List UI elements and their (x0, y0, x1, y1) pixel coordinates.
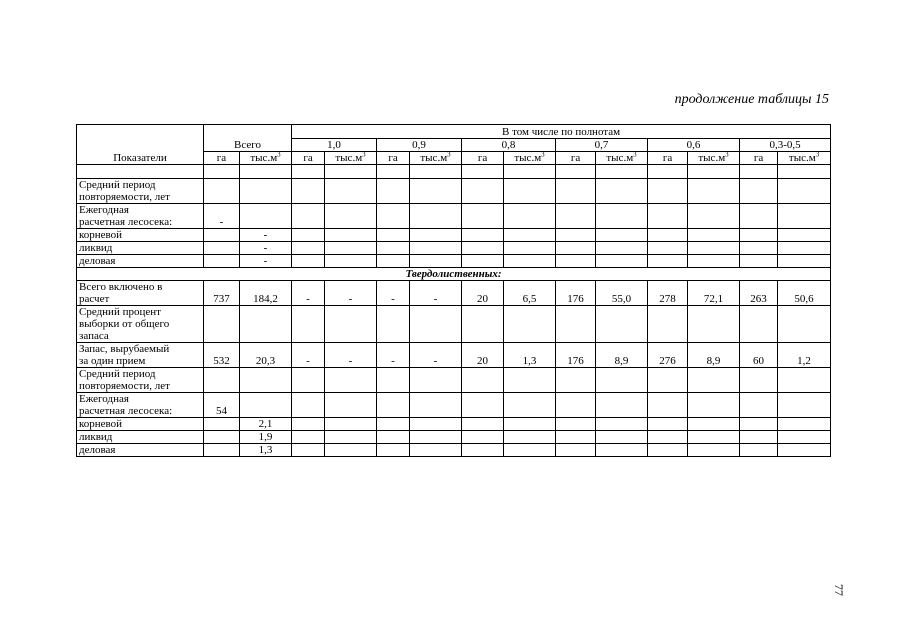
table-cell (688, 255, 740, 268)
table-caption: продолжение таблицы 15 (674, 92, 829, 107)
row-label: Запас, вырубаемый за один прием (77, 343, 204, 368)
table-cell (325, 444, 377, 457)
table-cell: - (325, 343, 377, 368)
table-cell (688, 229, 740, 242)
table-cell (377, 444, 410, 457)
row-label: Всего включено в расчет (77, 281, 204, 306)
table-cell (204, 368, 240, 393)
table-cell: 184,2 (240, 281, 292, 306)
table-cell: 20,3 (240, 343, 292, 368)
table-cell (504, 431, 556, 444)
table-cell (462, 306, 504, 343)
row-label: Ежегодная расчетная лесосека: (77, 393, 204, 418)
table-cell (688, 444, 740, 457)
table-cell: 737 (204, 281, 240, 306)
table-cell (240, 306, 292, 343)
table-cell: - (377, 281, 410, 306)
table-cell (648, 393, 688, 418)
data-table (76, 124, 831, 457)
table-cell (462, 431, 504, 444)
table-cell (648, 431, 688, 444)
table-cell: - (292, 343, 325, 368)
table-cell (325, 393, 377, 418)
table-cell (377, 368, 410, 393)
table-cell (292, 179, 325, 204)
header-unit-ha: га (648, 152, 688, 165)
table-cell (556, 368, 596, 393)
table-cell: 278 (648, 281, 688, 306)
header-unit-ha: га (377, 152, 410, 165)
table-cell: 60 (740, 343, 778, 368)
table-cell (292, 306, 325, 343)
table-row (77, 393, 831, 418)
table-cell (596, 431, 648, 444)
table-cell (204, 229, 240, 242)
table-cell (778, 393, 831, 418)
table-cell (648, 306, 688, 343)
header-unit-ha: га (204, 152, 240, 165)
header-unit-ha: га (740, 152, 778, 165)
table-cell (410, 204, 462, 229)
header-unit-volume: $тыс.м^3$ (688, 152, 740, 165)
table-row (77, 431, 831, 444)
table-cell (377, 204, 410, 229)
header-unit-ha: га (556, 152, 596, 165)
table-cell: 1,9 (240, 431, 292, 444)
table-cell (688, 179, 740, 204)
header-unit-ha: га (462, 152, 504, 165)
table-cell (778, 431, 831, 444)
table-cell (325, 204, 377, 229)
table-cell (596, 179, 648, 204)
table-cell (377, 229, 410, 242)
table-row (77, 343, 831, 368)
table-cell (740, 368, 778, 393)
table-cell (556, 418, 596, 431)
table-cell (504, 393, 556, 418)
table-cell (292, 229, 325, 242)
table-cell (410, 229, 462, 242)
table-cell (410, 242, 462, 255)
table-cell (504, 306, 556, 343)
table-cell (778, 204, 831, 229)
table-cell (462, 368, 504, 393)
row-label: деловая (77, 255, 204, 268)
table-cell (410, 393, 462, 418)
table-cell (462, 255, 504, 268)
header-including: В том числе по полнотам (292, 125, 831, 139)
header-total: Всего (204, 125, 292, 152)
table-cell (740, 242, 778, 255)
table-cell: - (377, 343, 410, 368)
table-cell (292, 431, 325, 444)
table-cell (688, 306, 740, 343)
table-cell (462, 242, 504, 255)
row-label: деловая (77, 444, 204, 457)
table-cell (778, 229, 831, 242)
table-cell: 532 (204, 343, 240, 368)
header-unit-volume: $тыс.м^3$ (240, 152, 292, 165)
table-cell (778, 418, 831, 431)
table-cell: 54 (204, 393, 240, 418)
table-cell (596, 242, 648, 255)
table-cell (240, 204, 292, 229)
table-cell (504, 418, 556, 431)
table-cell (410, 179, 462, 204)
table-cell (292, 393, 325, 418)
table-cell: 176 (556, 281, 596, 306)
table-cell (504, 368, 556, 393)
table-cell: 276 (648, 343, 688, 368)
table-cell (556, 229, 596, 242)
table-cell (648, 444, 688, 457)
table-cell (556, 444, 596, 457)
table-row (77, 368, 831, 393)
table-cell (556, 431, 596, 444)
table-row (77, 229, 831, 242)
row-label: корневой (77, 418, 204, 431)
table-cell (778, 368, 831, 393)
section-row (77, 268, 831, 281)
table-cell: 20 (462, 343, 504, 368)
table-cell (596, 229, 648, 242)
table-cell (292, 255, 325, 268)
table-cell (204, 179, 240, 204)
table-cell (377, 255, 410, 268)
table-cell (648, 179, 688, 204)
table-cell (688, 204, 740, 229)
table-row (77, 444, 831, 457)
header-density: 0,6 (648, 139, 740, 152)
table-cell (596, 255, 648, 268)
header-unit-volume: $тыс.м^3$ (504, 152, 556, 165)
table-cell (325, 431, 377, 444)
table-cell (596, 444, 648, 457)
table-cell: 6,5 (504, 281, 556, 306)
table-cell (292, 418, 325, 431)
table-cell (740, 393, 778, 418)
table-cell (688, 368, 740, 393)
table-cell (688, 418, 740, 431)
table-cell (325, 229, 377, 242)
table-cell (648, 204, 688, 229)
table-cell: - (410, 343, 462, 368)
table-cell (740, 444, 778, 457)
table-cell (596, 393, 648, 418)
table-cell (292, 368, 325, 393)
table-cell: 8,9 (596, 343, 648, 368)
table-cell (688, 393, 740, 418)
table-cell: 8,9 (688, 343, 740, 368)
table-cell (556, 242, 596, 255)
header-density: 0,7 (556, 139, 648, 152)
header-unit-volume: $тыс.м^3$ (778, 152, 831, 165)
table-cell (596, 306, 648, 343)
table-cell: 1,3 (504, 343, 556, 368)
table-cell: 55,0 (596, 281, 648, 306)
table-cell (504, 444, 556, 457)
table-cell (377, 393, 410, 418)
table-cell (462, 444, 504, 457)
table-cell (648, 368, 688, 393)
table-cell (204, 431, 240, 444)
header-density: 1,0 (292, 139, 377, 152)
table-cell (377, 242, 410, 255)
table-cell (740, 179, 778, 204)
row-label: Ежегодная расчетная лесосека: (77, 204, 204, 229)
table-cell (504, 255, 556, 268)
table-cell: - (410, 281, 462, 306)
table-cell (740, 229, 778, 242)
header-density: 0,3-0,5 (740, 139, 831, 152)
table-row (77, 306, 831, 343)
table-cell (462, 179, 504, 204)
header-unit-volume: $тыс.м^3$ (596, 152, 648, 165)
table-cell (377, 179, 410, 204)
row-label: Средний период повторяемости, лет (77, 368, 204, 393)
table-cell (740, 431, 778, 444)
table-cell (292, 242, 325, 255)
table-cell (462, 229, 504, 242)
table-cell: - (204, 204, 240, 229)
table-cell: - (240, 255, 292, 268)
table-cell (240, 393, 292, 418)
table-cell (204, 444, 240, 457)
table-cell (596, 418, 648, 431)
table-cell (410, 431, 462, 444)
table-row (77, 281, 831, 306)
table-cell (325, 242, 377, 255)
table-cell: 20 (462, 281, 504, 306)
header-indicators: Показатели (77, 125, 204, 165)
table-cell (240, 179, 292, 204)
table-cell: - (292, 281, 325, 306)
table-cell (556, 179, 596, 204)
table-cell (204, 242, 240, 255)
table-row (77, 242, 831, 255)
spacer-row (77, 165, 831, 179)
table-cell (778, 306, 831, 343)
table-cell (778, 255, 831, 268)
table-cell (688, 431, 740, 444)
table-cell (377, 418, 410, 431)
table-cell (556, 255, 596, 268)
table-row (77, 204, 831, 229)
table-cell (410, 255, 462, 268)
table-cell (778, 179, 831, 204)
table-cell (410, 444, 462, 457)
table-cell (740, 255, 778, 268)
table-cell: 176 (556, 343, 596, 368)
table-row (77, 418, 831, 431)
table-cell (648, 229, 688, 242)
table-cell (504, 242, 556, 255)
table-cell (410, 306, 462, 343)
row-label: корневой (77, 229, 204, 242)
header-unit-volume: $тыс.м^3$ (325, 152, 377, 165)
table-cell (648, 255, 688, 268)
table-cell: - (325, 281, 377, 306)
table-cell: - (240, 242, 292, 255)
page-number: 77 (832, 584, 846, 596)
table-cell: 1,2 (778, 343, 831, 368)
header-unit-ha: га (292, 152, 325, 165)
table-cell (648, 242, 688, 255)
row-label: ликвид (77, 431, 204, 444)
table-cell: 1,3 (240, 444, 292, 457)
table-cell (740, 306, 778, 343)
table-cell (740, 204, 778, 229)
table-cell (556, 393, 596, 418)
row-label: Средний период повторяемости, лет (77, 179, 204, 204)
row-label: Средний процент выборки от общего запаса (77, 306, 204, 343)
table-cell (462, 204, 504, 229)
table-cell (504, 229, 556, 242)
section-title: Твердолиственных: (77, 268, 831, 281)
table-cell (556, 204, 596, 229)
table-cell: 263 (740, 281, 778, 306)
table-cell (292, 204, 325, 229)
table-cell (596, 368, 648, 393)
table-cell (204, 418, 240, 431)
table-cell (204, 255, 240, 268)
table-cell (596, 204, 648, 229)
table-cell: 50,6 (778, 281, 831, 306)
table-cell (504, 204, 556, 229)
table-cell (410, 418, 462, 431)
table-cell (325, 255, 377, 268)
table-cell: 2,1 (240, 418, 292, 431)
table-cell (778, 242, 831, 255)
table-row (77, 179, 831, 204)
table-row (77, 255, 831, 268)
header-unit-volume: $тыс.м^3$ (410, 152, 462, 165)
table-cell (778, 444, 831, 457)
table-cell (740, 418, 778, 431)
table-cell (377, 306, 410, 343)
table-cell (504, 179, 556, 204)
header-density: 0,8 (462, 139, 556, 152)
table-cell: 72,1 (688, 281, 740, 306)
table-cell (240, 368, 292, 393)
header-density: 0,9 (377, 139, 462, 152)
table-cell (325, 179, 377, 204)
table-cell (325, 368, 377, 393)
table-cell (688, 242, 740, 255)
table-cell (377, 431, 410, 444)
table-cell (292, 444, 325, 457)
table-cell: - (240, 229, 292, 242)
table-cell (325, 306, 377, 343)
table-cell (204, 306, 240, 343)
table-cell (556, 306, 596, 343)
row-label: ликвид (77, 242, 204, 255)
table-cell (648, 418, 688, 431)
table-cell (462, 393, 504, 418)
table-cell (325, 418, 377, 431)
table-cell (410, 368, 462, 393)
table-cell (462, 418, 504, 431)
